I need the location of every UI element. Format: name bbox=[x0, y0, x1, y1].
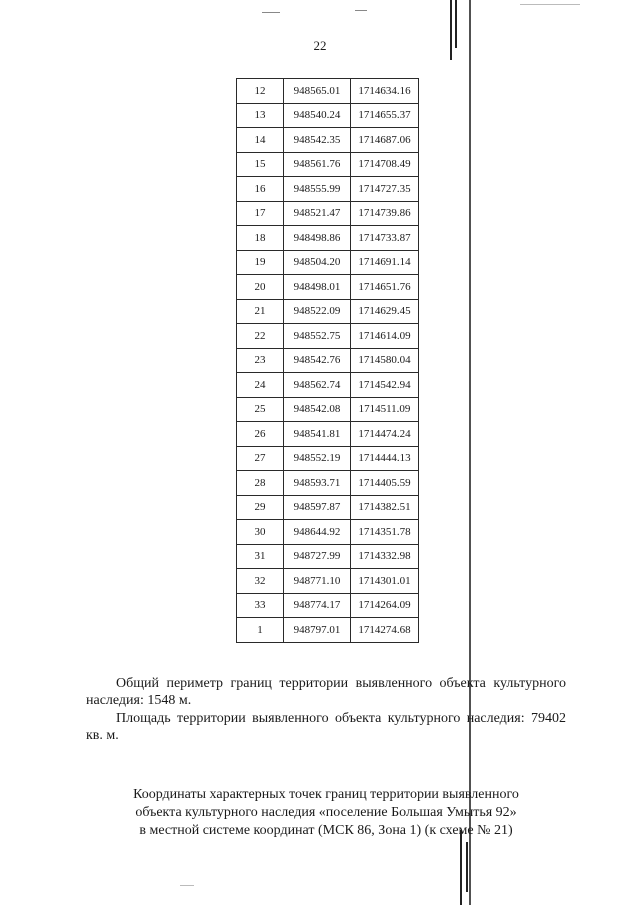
coordinate-y: 1714727.35 bbox=[351, 177, 419, 202]
point-number: 14 bbox=[237, 128, 284, 153]
perimeter-text: Общий периметр границ территории выявленного объекта культурного наследия: 1548 м. bbox=[86, 676, 566, 708]
coordinate-y: 1714274.68 bbox=[351, 618, 419, 643]
section-heading bbox=[86, 786, 566, 840]
point-number: 31 bbox=[237, 544, 284, 569]
point-number: 17 bbox=[237, 201, 284, 226]
heading-line-3: в местной системе координат (МСК 86, Зона 1) (к схеме № 21) bbox=[139, 823, 513, 838]
point-number: 18 bbox=[237, 226, 284, 251]
point-number: 19 bbox=[237, 250, 284, 275]
coordinate-y: 1714634.16 bbox=[351, 79, 419, 104]
table-row bbox=[237, 201, 419, 226]
coordinate-x: 948644.92 bbox=[284, 520, 351, 545]
coordinate-y: 1714655.37 bbox=[351, 103, 419, 128]
coordinate-x: 948540.24 bbox=[284, 103, 351, 128]
coordinate-y: 1714614.09 bbox=[351, 324, 419, 349]
area-paragraph bbox=[86, 710, 566, 744]
table-row bbox=[237, 618, 419, 643]
table-row bbox=[237, 103, 419, 128]
table-row bbox=[237, 128, 419, 153]
coordinate-x: 948727.99 bbox=[284, 544, 351, 569]
table-row bbox=[237, 397, 419, 422]
point-number: 16 bbox=[237, 177, 284, 202]
table-row bbox=[237, 152, 419, 177]
point-number: 30 bbox=[237, 520, 284, 545]
coordinate-y: 1714382.51 bbox=[351, 495, 419, 520]
coordinate-x: 948561.76 bbox=[284, 152, 351, 177]
coordinate-x: 948774.17 bbox=[284, 593, 351, 618]
point-number: 32 bbox=[237, 569, 284, 594]
coordinate-y: 1714332.98 bbox=[351, 544, 419, 569]
table-row bbox=[237, 324, 419, 349]
table-row bbox=[237, 373, 419, 398]
coordinate-y: 1714687.06 bbox=[351, 128, 419, 153]
point-number: 22 bbox=[237, 324, 284, 349]
point-number: 1 bbox=[237, 618, 284, 643]
coordinate-y: 1714739.86 bbox=[351, 201, 419, 226]
area-text: Площадь территории выявленного объекта культурного наследия: 79402 кв. м. bbox=[86, 711, 566, 743]
point-number: 26 bbox=[237, 422, 284, 447]
coordinate-x: 948542.76 bbox=[284, 348, 351, 373]
coordinate-y: 1714351.78 bbox=[351, 520, 419, 545]
point-number: 28 bbox=[237, 471, 284, 496]
coordinate-y: 1714474.24 bbox=[351, 422, 419, 447]
coordinate-y: 1714511.09 bbox=[351, 397, 419, 422]
heading-line-2: объекта культурного наследия «поселение Большая Умытья 92» bbox=[135, 805, 517, 820]
coordinate-x: 948521.47 bbox=[284, 201, 351, 226]
heading-line-1: Координаты характерных точек границ территории выявленного bbox=[133, 787, 519, 802]
coordinate-x: 948542.35 bbox=[284, 128, 351, 153]
table-row bbox=[237, 250, 419, 275]
coordinate-y: 1714708.49 bbox=[351, 152, 419, 177]
scan-artifact bbox=[262, 12, 280, 13]
point-number: 13 bbox=[237, 103, 284, 128]
coordinate-y: 1714651.76 bbox=[351, 275, 419, 300]
coordinates-table bbox=[236, 78, 419, 643]
coordinate-y: 1714691.14 bbox=[351, 250, 419, 275]
point-number: 27 bbox=[237, 446, 284, 471]
point-number: 29 bbox=[237, 495, 284, 520]
scan-artifact bbox=[355, 10, 367, 11]
point-number: 33 bbox=[237, 593, 284, 618]
table-row bbox=[237, 275, 419, 300]
point-number: 20 bbox=[237, 275, 284, 300]
coordinate-x: 948498.86 bbox=[284, 226, 351, 251]
coordinate-y: 1714580.04 bbox=[351, 348, 419, 373]
point-number: 15 bbox=[237, 152, 284, 177]
table-row bbox=[237, 520, 419, 545]
point-number: 21 bbox=[237, 299, 284, 324]
coordinate-y: 1714733.87 bbox=[351, 226, 419, 251]
point-number: 12 bbox=[237, 79, 284, 104]
table-row bbox=[237, 569, 419, 594]
page-number: 22 bbox=[313, 38, 327, 53]
point-number: 23 bbox=[237, 348, 284, 373]
table-row bbox=[237, 177, 419, 202]
coordinate-x: 948552.19 bbox=[284, 446, 351, 471]
table-row bbox=[237, 544, 419, 569]
coordinate-x: 948593.71 bbox=[284, 471, 351, 496]
binding-mark-top bbox=[446, 0, 464, 70]
coordinate-x: 948522.09 bbox=[284, 299, 351, 324]
binding-mark-bottom bbox=[456, 830, 474, 905]
point-number: 24 bbox=[237, 373, 284, 398]
coordinate-y: 1714542.94 bbox=[351, 373, 419, 398]
table-row bbox=[237, 495, 419, 520]
coordinate-y: 1714264.09 bbox=[351, 593, 419, 618]
coordinate-y: 1714301.01 bbox=[351, 569, 419, 594]
coordinates-table-body bbox=[237, 79, 419, 643]
table-row bbox=[237, 226, 419, 251]
coordinate-y: 1714444.13 bbox=[351, 446, 419, 471]
coordinate-x: 948771.10 bbox=[284, 569, 351, 594]
table-row bbox=[237, 471, 419, 496]
binding-line bbox=[469, 0, 471, 905]
coordinate-x: 948542.08 bbox=[284, 397, 351, 422]
coordinate-x: 948797.01 bbox=[284, 618, 351, 643]
table-row bbox=[237, 422, 419, 447]
table-row bbox=[237, 299, 419, 324]
table-row bbox=[237, 593, 419, 618]
coordinate-x: 948552.75 bbox=[284, 324, 351, 349]
table-row bbox=[237, 79, 419, 104]
point-number: 25 bbox=[237, 397, 284, 422]
coordinate-x: 948504.20 bbox=[284, 250, 351, 275]
coordinate-x: 948555.99 bbox=[284, 177, 351, 202]
perimeter-paragraph bbox=[86, 675, 566, 709]
coordinate-x: 948597.87 bbox=[284, 495, 351, 520]
coordinate-y: 1714629.45 bbox=[351, 299, 419, 324]
scan-artifact bbox=[180, 885, 194, 886]
coordinate-x: 948541.81 bbox=[284, 422, 351, 447]
table-row bbox=[237, 446, 419, 471]
table-row bbox=[237, 348, 419, 373]
coordinate-x: 948565.01 bbox=[284, 79, 351, 104]
coordinate-x: 948562.74 bbox=[284, 373, 351, 398]
coordinate-x: 948498.01 bbox=[284, 275, 351, 300]
scan-artifact bbox=[520, 4, 580, 5]
coordinate-y: 1714405.59 bbox=[351, 471, 419, 496]
